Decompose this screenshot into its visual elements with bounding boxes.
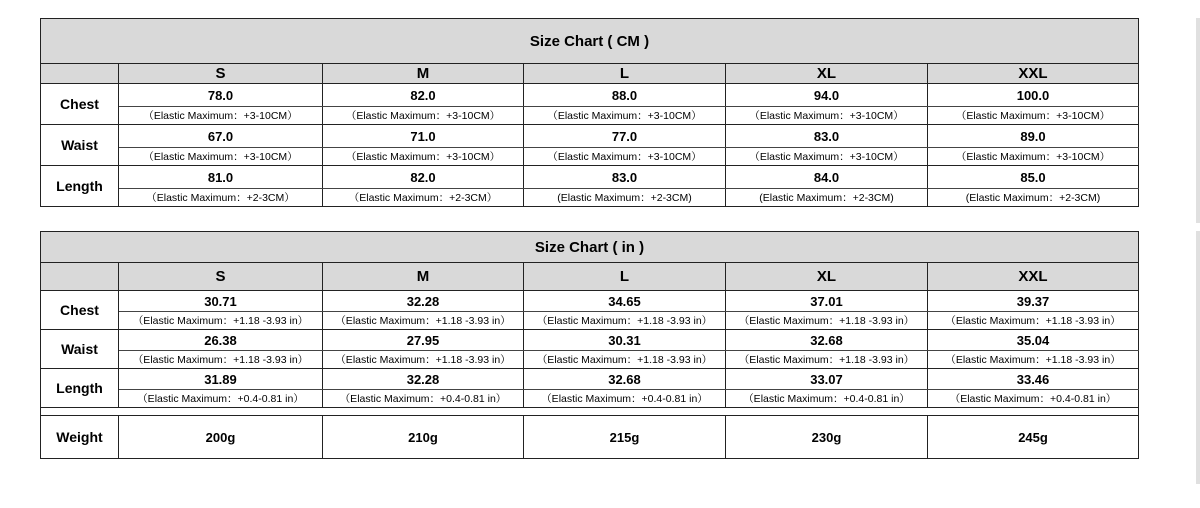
value-cell: 89.0: [928, 125, 1139, 148]
value-cell: 88.0: [524, 84, 726, 107]
elastic-note: （Elastic Maximum：+3-10CM）: [119, 107, 323, 125]
corner-cell: [41, 263, 119, 291]
elastic-note: （Elastic Maximum：+3-10CM）: [323, 107, 524, 125]
cm-table-title: Size Chart ( CM ): [41, 19, 1139, 64]
elastic-note: （Elastic Maximum：+1.18 -3.93 in）: [524, 312, 726, 330]
elastic-note: (Elastic Maximum：+2-3CM): [524, 189, 726, 207]
elastic-note: (Elastic Maximum：+2-3CM): [726, 189, 928, 207]
size-header-m: M: [323, 263, 524, 291]
weight-cell: 215g: [524, 416, 726, 459]
size-header-xxl: XXL: [928, 263, 1139, 291]
edge-shadow: [1196, 231, 1200, 484]
row-separator: [41, 408, 1139, 416]
elastic-note: （Elastic Maximum：+1.18 -3.93 in）: [119, 312, 323, 330]
value-cell: 82.0: [323, 84, 524, 107]
value-cell: 30.31: [524, 330, 726, 351]
elastic-note: （Elastic Maximum：+3-10CM）: [726, 148, 928, 166]
elastic-note: （Elastic Maximum：+3-10CM）: [928, 148, 1139, 166]
elastic-note: （Elastic Maximum：+3-10CM）: [726, 107, 928, 125]
value-cell: 82.0: [323, 166, 524, 189]
value-cell: 32.28: [323, 369, 524, 390]
value-cell: 67.0: [119, 125, 323, 148]
value-cell: 34.65: [524, 291, 726, 312]
value-cell: 30.71: [119, 291, 323, 312]
value-cell: 31.89: [119, 369, 323, 390]
value-cell: 71.0: [323, 125, 524, 148]
elastic-note: （Elastic Maximum：+1.18 -3.93 in）: [726, 312, 928, 330]
elastic-note: （Elastic Maximum：+1.18 -3.93 in）: [323, 351, 524, 369]
weight-cell: 200g: [119, 416, 323, 459]
row-label-chest: Chest: [41, 84, 119, 125]
value-cell: 78.0: [119, 84, 323, 107]
value-cell: 84.0: [726, 166, 928, 189]
row-label-waist: Waist: [41, 330, 119, 369]
size-header-xl: XL: [726, 263, 928, 291]
value-cell: 100.0: [928, 84, 1139, 107]
elastic-note: （Elastic Maximum：+1.18 -3.93 in）: [726, 351, 928, 369]
value-cell: 33.46: [928, 369, 1139, 390]
value-cell: 83.0: [726, 125, 928, 148]
value-cell: 26.38: [119, 330, 323, 351]
size-chart-in-table: [40, 231, 1139, 459]
value-cell: 33.07: [726, 369, 928, 390]
elastic-note: （Elastic Maximum：+0.4-0.81 in）: [726, 390, 928, 408]
value-cell: 77.0: [524, 125, 726, 148]
elastic-note: （Elastic Maximum：+1.18 -3.93 in）: [119, 351, 323, 369]
value-cell: 39.37: [928, 291, 1139, 312]
elastic-note: （Elastic Maximum：+0.4-0.81 in）: [928, 390, 1139, 408]
value-cell: 85.0: [928, 166, 1139, 189]
elastic-note: （Elastic Maximum：+0.4-0.81 in）: [323, 390, 524, 408]
edge-shadow: [1196, 18, 1200, 223]
elastic-note: （Elastic Maximum：+1.18 -3.93 in）: [928, 312, 1139, 330]
elastic-note: （Elastic Maximum：+3-10CM）: [928, 107, 1139, 125]
row-label-length: Length: [41, 166, 119, 207]
elastic-note: （Elastic Maximum：+1.18 -3.93 in）: [524, 351, 726, 369]
weight-cell: 230g: [726, 416, 928, 459]
weight-cell: 245g: [928, 416, 1139, 459]
corner-cell: [41, 64, 119, 84]
value-cell: 32.68: [726, 330, 928, 351]
value-cell: 27.95: [323, 330, 524, 351]
value-cell: 83.0: [524, 166, 726, 189]
weight-cell: 210g: [323, 416, 524, 459]
elastic-note: （Elastic Maximum：+0.4-0.81 in）: [524, 390, 726, 408]
row-label-waist: Waist: [41, 125, 119, 166]
elastic-note: (Elastic Maximum：+2-3CM): [928, 189, 1139, 207]
value-cell: 94.0: [726, 84, 928, 107]
size-header-l: L: [524, 64, 726, 84]
value-cell: 81.0: [119, 166, 323, 189]
elastic-note: （Elastic Maximum：+0.4-0.81 in）: [119, 390, 323, 408]
size-header-s: S: [119, 263, 323, 291]
value-cell: 37.01: [726, 291, 928, 312]
elastic-note: （Elastic Maximum：+1.18 -3.93 in）: [928, 351, 1139, 369]
value-cell: 32.68: [524, 369, 726, 390]
elastic-note: （Elastic Maximum：+3-10CM）: [323, 148, 524, 166]
value-cell: 35.04: [928, 330, 1139, 351]
elastic-note: （Elastic Maximum：+2-3CM）: [119, 189, 323, 207]
size-header-xxl: XXL: [928, 64, 1139, 84]
elastic-note: （Elastic Maximum：+2-3CM）: [323, 189, 524, 207]
elastic-note: （Elastic Maximum：+1.18 -3.93 in）: [323, 312, 524, 330]
elastic-note: （Elastic Maximum：+3-10CM）: [524, 107, 726, 125]
value-cell: 32.28: [323, 291, 524, 312]
size-header-l: L: [524, 263, 726, 291]
in-table-title: Size Chart ( in ): [41, 232, 1139, 263]
row-label-weight: Weight: [41, 416, 119, 459]
elastic-note: （Elastic Maximum：+3-10CM）: [524, 148, 726, 166]
row-label-chest: Chest: [41, 291, 119, 330]
size-header-s: S: [119, 64, 323, 84]
size-header-xl: XL: [726, 64, 928, 84]
size-header-m: M: [323, 64, 524, 84]
row-label-length: Length: [41, 369, 119, 408]
size-chart-cm-table: [40, 18, 1139, 207]
elastic-note: （Elastic Maximum：+3-10CM）: [119, 148, 323, 166]
